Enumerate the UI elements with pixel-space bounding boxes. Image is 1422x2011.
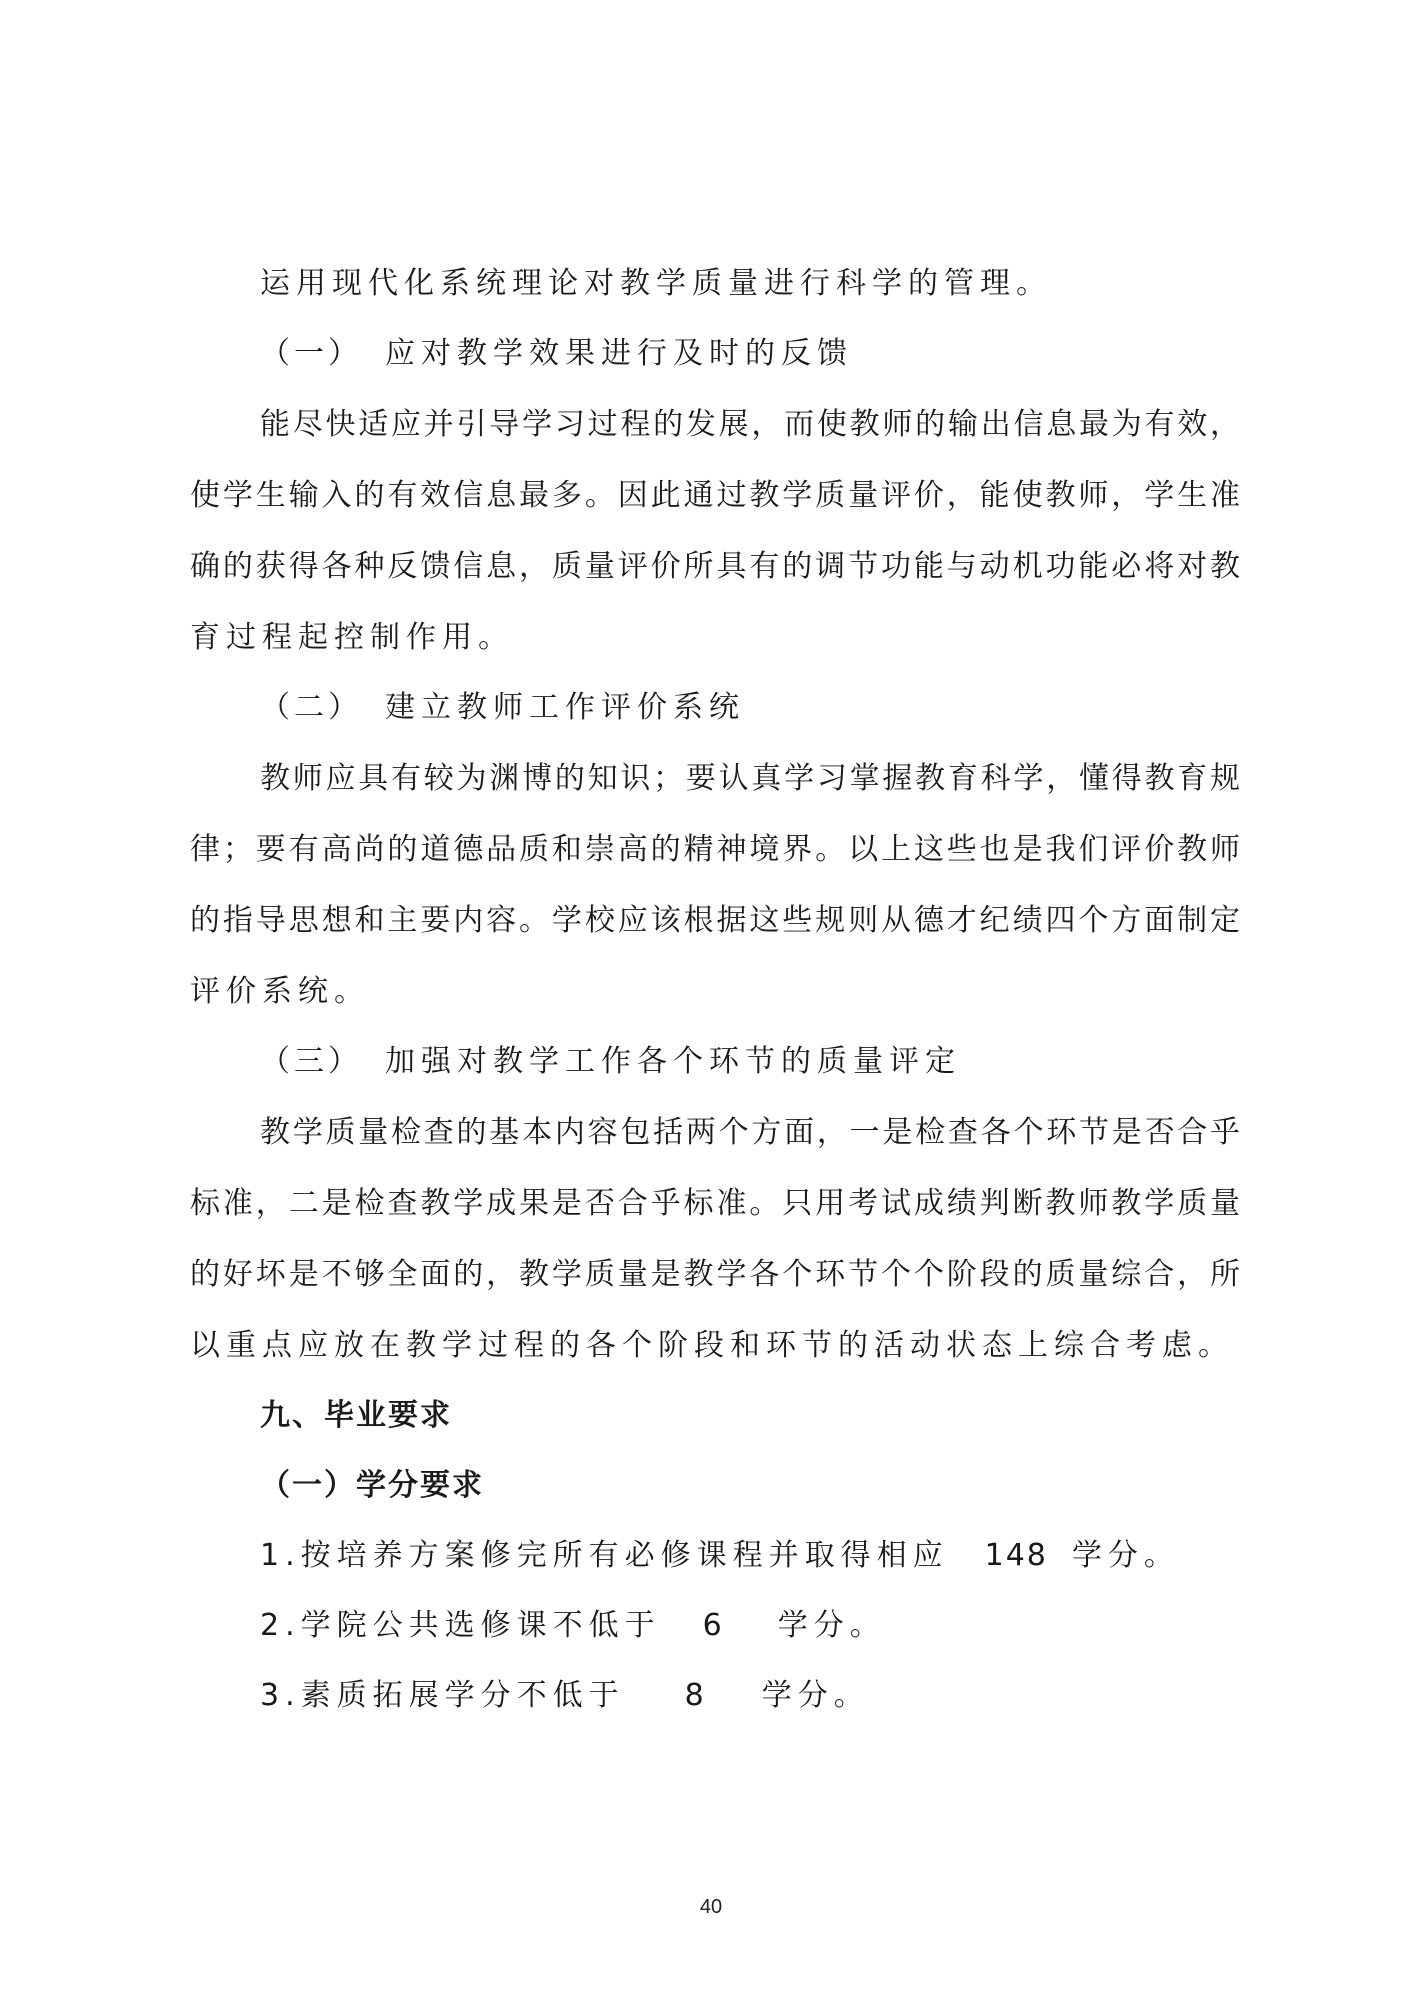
paragraph-line: 律；要有高尚的道德品质和崇高的精神境界。以上这些也是我们评价教师 — [190, 832, 1240, 867]
requirement-item-2-unit: 学分。 — [777, 1608, 886, 1643]
paragraph-line: 评价系统。 — [190, 974, 370, 1009]
paragraph-line: 教学质量检查的基本内容包括两个方面，一是检查各个环节是否合乎 — [260, 1115, 1240, 1150]
requirement-item-3-unit: 学分。 — [761, 1678, 870, 1713]
subheading-3-text: 加强对教学工作各个环节的质量评定 — [385, 1044, 961, 1079]
paragraph-line: 以重点应放在教学过程的各个阶段和环节的活动状态上综合考虑。 — [190, 1328, 1234, 1363]
subheading-2-text: 建立教师工作评价系统 — [385, 690, 745, 725]
paragraph-line: 标准，二是检查教学成果是否合乎标准。只用考试成绩判断教师教学质量 — [190, 1186, 1240, 1221]
requirement-item-3-value: 8 — [684, 1678, 710, 1713]
subheading-3 — [260, 1042, 1310, 1082]
page-number: 40 — [699, 1896, 723, 1918]
subheading-3-number: （三） — [260, 1044, 362, 1079]
requirement-item-3 — [260, 1676, 1310, 1716]
paragraph-line: 的好坏是不够全面的，教学质量是教学各个环节个个阶段的质量综合，所 — [190, 1257, 1240, 1292]
paragraph-line: 育过程起控制作用。 — [190, 620, 514, 655]
section-heading: 九、毕业要求 — [260, 1398, 452, 1433]
requirement-item-2-text: 2.学院公共选修课不低于 — [260, 1608, 661, 1643]
subheading-1-number: （一） — [260, 336, 362, 371]
subheading-2 — [260, 688, 1310, 728]
paragraph-line: 能尽快适应并引导学习过程的发展，而使教师的输出信息最为有效， — [260, 407, 1240, 442]
requirement-item-1-value: 148 — [984, 1538, 1048, 1573]
requirement-item-1-unit: 学分。 — [1071, 1538, 1180, 1573]
subheading-1 — [260, 334, 1310, 374]
paragraph-line: 运用现代化系统理论对教学质量进行科学的管理。 — [260, 266, 1052, 301]
paragraph-line: 的指导思想和主要内容。学校应该根据这些规则从德才纪绩四个方面制定 — [190, 903, 1240, 938]
requirement-item-1-text: 1.按培养方案修完所有必修课程并取得相应 — [260, 1538, 949, 1573]
paragraph-line: 确的获得各种反馈信息，质量评价所具有的调节功能与动机功能必将对教 — [190, 549, 1240, 584]
requirement-item-2-value: 6 — [702, 1608, 728, 1643]
requirement-item-1 — [260, 1536, 1310, 1576]
paragraph-line: 教师应具有较为渊博的知识；要认真学习掌握教育科学，懂得教育规 — [260, 761, 1240, 796]
paragraph-line: 使学生输入的有效信息最多。因此通过教学质量评价，能使教师，学生准 — [190, 478, 1240, 513]
requirement-item-3-text: 3.素质拓展学分不低于 — [260, 1678, 625, 1713]
subsection-heading: （一）学分要求 — [260, 1468, 484, 1503]
subheading-1-text: 应对教学效果进行及时的反馈 — [385, 336, 853, 371]
subheading-2-number: （二） — [260, 690, 362, 725]
requirement-item-2 — [260, 1606, 1310, 1646]
